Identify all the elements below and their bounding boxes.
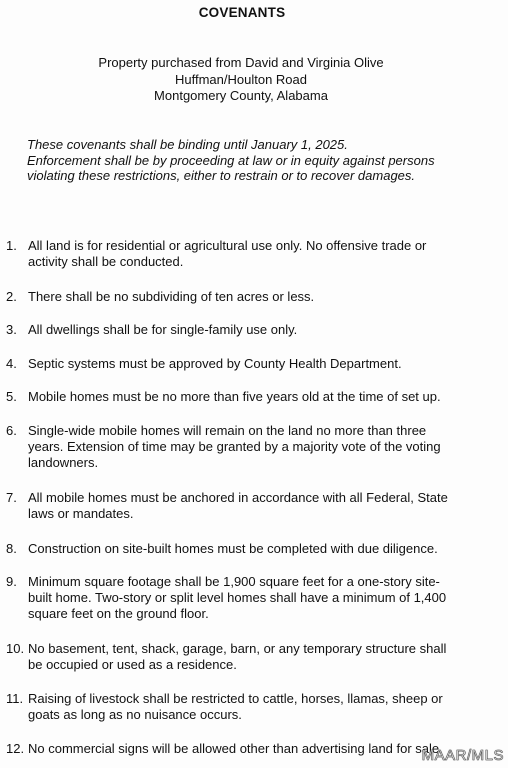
intro-line: Enforcement shall be by proceeding at law or in equity against persons <box>27 152 435 168</box>
covenant-item-9 <box>6 574 502 623</box>
covenant-item-7 <box>6 490 502 522</box>
item-line: Minimum square footage shall be 1,900 square feet for a one-story site- <box>28 574 440 589</box>
item-line: activity shall be conducted. <box>28 254 184 270</box>
item-line: square feet on the ground floor. <box>28 606 209 622</box>
mls-watermark: MAAR/MLS <box>421 747 504 764</box>
item-number: 11. <box>6 691 24 706</box>
property-line: Property purchased from David and Virginia Olive <box>98 55 384 70</box>
item-number: 1. <box>6 238 17 253</box>
item-number: 4. <box>6 356 17 371</box>
covenant-item-10 <box>6 641 502 673</box>
covenant-item-5 <box>6 389 502 405</box>
item-number: 12. <box>6 741 25 756</box>
item-line: All mobile homes must be anchored in accordance with all Federal, State <box>28 490 448 505</box>
item-line: All dwellings shall be for single-family use only. <box>28 322 298 337</box>
property-line: Montgomery County, Alabama <box>154 88 328 103</box>
item-line: Raising of livestock shall be restricted to cattle, horses, llamas, sheep or <box>28 691 443 706</box>
document-title: COVENANTS <box>198 5 286 20</box>
intro-line: These covenants shall be binding until January 1, 2025. <box>27 137 348 152</box>
item-number: 10. <box>6 641 25 656</box>
item-number: 5. <box>6 389 17 404</box>
intro-line: violating these restrictions, either to restrain or to recover damages. <box>27 168 416 183</box>
covenant-item-1 <box>6 238 502 270</box>
item-number: 2. <box>6 289 17 304</box>
covenant-item-6 <box>6 423 502 472</box>
item-line: Single-wide mobile homes will remain on the land no more than three <box>28 423 427 438</box>
item-line: Septic systems must be approved by County Health Department. <box>28 356 402 371</box>
item-line: be occupied or used as a residence. <box>28 657 237 673</box>
item-line: Construction on site-built homes must be completed with due diligence. <box>28 541 438 556</box>
covenant-item-11 <box>6 691 502 723</box>
covenant-item-3 <box>6 322 502 338</box>
item-line: goats as long as no nuisance occurs. <box>28 707 242 723</box>
item-number: 9. <box>6 574 17 589</box>
property-line: Huffman/Houlton Road <box>174 71 307 87</box>
item-line: All land is for residential or agricultural use only. No offensive trade or <box>28 238 427 253</box>
item-line: built home. Two-story or split level homes shall have a minimum of 1,400 <box>28 590 447 606</box>
item-number: 3. <box>6 322 17 337</box>
item-line: Mobile homes must be no more than five years old at the time of set up. <box>28 389 441 404</box>
item-number: 7. <box>6 490 17 505</box>
item-line: There shall be no subdividing of ten acres or less. <box>28 289 315 304</box>
covenant-item-8 <box>6 541 502 557</box>
item-number: 8. <box>6 541 17 556</box>
item-line: No basement, tent, shack, garage, barn, or any temporary structure shall <box>28 641 447 656</box>
item-number: 6. <box>6 423 17 438</box>
covenant-item-4 <box>6 356 502 372</box>
item-line: landowners. <box>28 455 99 471</box>
covenant-item-2 <box>6 289 502 305</box>
item-line: years. Extension of time may be granted by a majority vote of the voting <box>28 439 441 455</box>
item-line: No commercial signs will be allowed other than advertising land for sale. <box>28 741 443 756</box>
item-line: laws or mandates. <box>28 506 134 522</box>
